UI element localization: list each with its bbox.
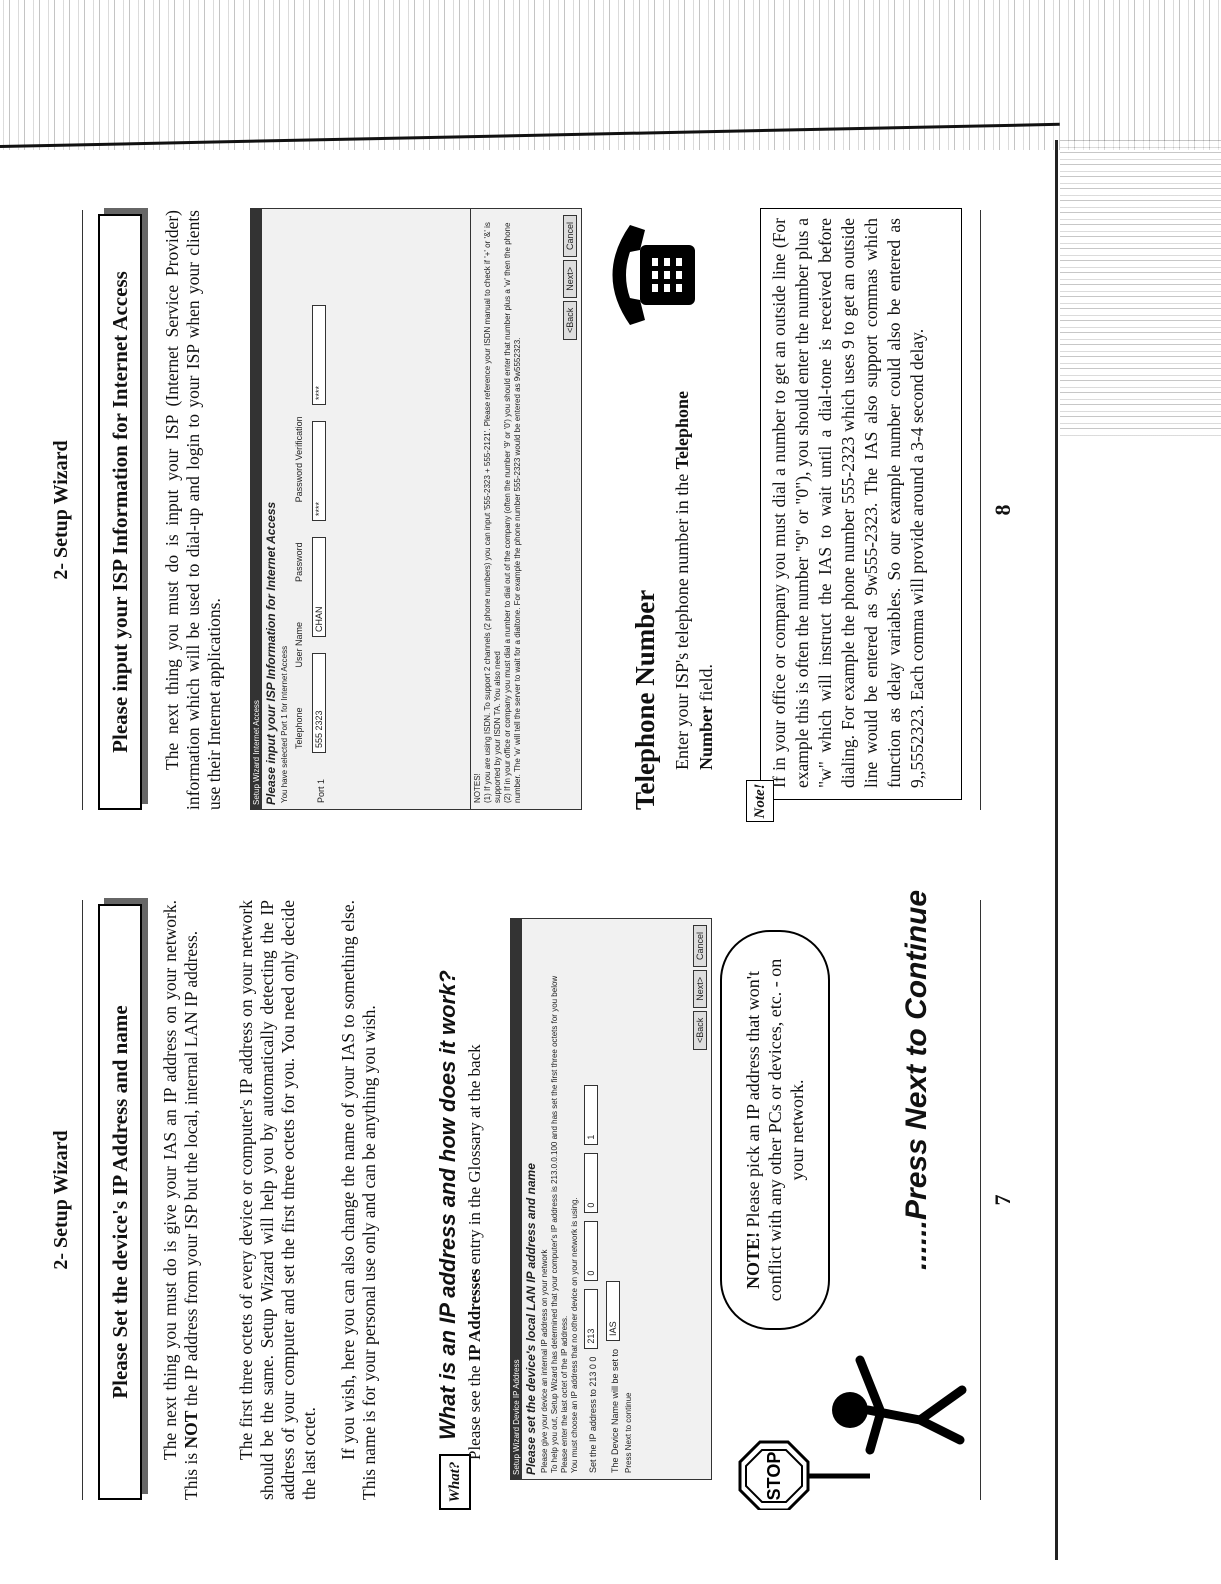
note-tag: Note! <box>746 780 774 822</box>
page-edge-right <box>1055 140 1058 1560</box>
column-headers <box>290 209 308 809</box>
telephone-field: 555 2323 <box>312 653 326 753</box>
stop-sign-icon <box>730 1330 970 1510</box>
telephone-heading: Telephone Number <box>630 589 660 810</box>
what-callout <box>435 890 495 1510</box>
running-head: 2- Setup Wizard <box>50 1130 72 1270</box>
footer-rule <box>980 900 981 1500</box>
wizard-screenshot-isp <box>250 208 582 810</box>
note-bubble: NOTE! Please pick an IP address that won't conflict with any other PCs or devices, etc. - on your network. <box>720 930 830 1330</box>
ip-octet-field: 213 <box>584 1289 598 1349</box>
screenshot-note: (1) If you are using ISDN. To support 2 channels (2 phone numbers) you can input '555-2323 + 555-2121'. Please reference your ISDN manual to check if '+' or '&' is supported by your ISDN TA. You also need <box>483 222 502 803</box>
notes-label: NOTES! <box>470 209 483 809</box>
page-number: 7 <box>990 1194 1015 1206</box>
what-title: What is an IP address and how does it work? <box>435 970 460 1440</box>
screenshot-line: Please give your device an internal IP address on your network <box>540 1249 549 1473</box>
paragraph-2: The first three octets of every device or computer's IP address on your network should be the same. Setup Wizard will help you by automatically detecting the IP address of your computer and set the first three octets for you. You need only decide the last octet. <box>236 900 319 1500</box>
port-label: Port 1 <box>316 778 326 803</box>
ip-octet-field: 1 <box>584 1085 598 1145</box>
running-head: 2- Setup Wizard <box>50 440 72 580</box>
device-name-field: IAS <box>606 1281 620 1341</box>
screenshot-heading: Please input your ISP Information for Internet Access <box>264 501 278 805</box>
name-label: The Device Name will be set to <box>610 1348 620 1473</box>
page-8 <box>40 190 1030 830</box>
screenshot-buttons <box>693 925 707 1050</box>
note-text: If in your office or company you must dial a number to get an outside line (For example this is often the number "9" or "0"), you should enter the number plus a "w" which will instruct the IAS to wait until a dial-tone is received before dialing. For example the phone number 555-2323 which uses 9 to get an outside line would be entered as 9w555-2323. The IAS also support commas which function as delay variables. So our example number could also be entered as 9,,5552323. Each comma will provide around a 3-4 second delay. <box>769 218 927 788</box>
question-icon: What? <box>439 1454 471 1510</box>
col-user: User Name <box>294 621 304 668</box>
verify-field: **** <box>312 305 326 405</box>
what-text: Please see the IP Addresses entry in the Glossary at the back <box>465 1044 484 1460</box>
wizard-screenshot-ip <box>510 918 712 1480</box>
screenshot-line: To help you out, Setup Wizard has determined that your computer's IP address is 213.0.0.100 and has set the first three octets for you below <box>550 975 559 1473</box>
col-telephone: Telephone <box>294 707 304 749</box>
cancel-button: Cancel <box>563 215 577 257</box>
next-button: Next> <box>693 970 707 1008</box>
screenshot-line: Press Next to continue <box>624 1392 633 1473</box>
book-spread <box>40 180 1030 1520</box>
page-7 <box>40 880 1030 1520</box>
screenshot-buttons <box>563 215 577 340</box>
section-title: Please Set the device's IP Address and name <box>98 904 142 1500</box>
screenshot-line: You must choose an IP address that no other device on your network is using. <box>570 1197 579 1473</box>
stop-label: STOP <box>764 1451 784 1501</box>
name-fields <box>602 919 624 1479</box>
ip-octet-field: 0 <box>584 1221 598 1281</box>
scan-noise <box>0 0 1221 150</box>
paragraph-3: If you wish, here you can also change the name of your IAS to something else. This name is for your personal use only and can be anything you wish. <box>338 900 379 1500</box>
page-number: 8 <box>990 504 1015 516</box>
screenshot-selected: You have selected Port 1 for Internet Access <box>280 645 289 803</box>
next-button: Next> <box>563 260 577 298</box>
col-verify: Password Verification <box>294 416 304 503</box>
user-field: CHAN <box>312 537 326 637</box>
scan-noise-right <box>1060 140 1221 440</box>
paragraph-1: The next thing you must do is input your ISP (Internet Service Provider) information which will be used to dial-up and login to your ISP when your clients use their Internet applications. <box>162 210 224 810</box>
back-button: <Back <box>693 1011 707 1050</box>
cancel-button: Cancel <box>693 925 707 967</box>
back-button: <Back <box>563 301 577 340</box>
ip-fields <box>580 919 602 1479</box>
press-next-text: ......Press Next to Continue <box>900 889 933 1270</box>
screenshot-line: Please enter the last octet of the IP address. <box>560 1315 569 1473</box>
header-rule <box>82 900 83 1500</box>
header-rule <box>82 210 83 810</box>
telephone-icon <box>600 220 700 330</box>
ip-octet-field: 0 <box>584 1153 598 1213</box>
ip-label: Set the IP address to 213 0 0 <box>588 1356 598 1473</box>
section-title: Please input your ISP Information for Internet Access <box>98 214 142 810</box>
footer-rule <box>980 210 981 810</box>
password-field: **** <box>312 421 326 521</box>
stop-figure <box>730 1330 975 1510</box>
screenshot-titlebar: Setup Wizard Internet Access <box>251 209 262 809</box>
port-row <box>308 209 330 809</box>
screenshot-note: (2) If in your office or company you must dial a number to dial out of the company (often the number '9' or '0') you should enter that number plus a 'w' then the phone number. The 'w' will tell the server to wait for a dialtone. For example the phone number 555-2323 would be entered as 9w5552323. <box>503 222 522 803</box>
screenshot-heading: Please set the device's local LAN IP address and name <box>524 1163 538 1475</box>
paragraph-1: The next thing you must do is give your IAS an IP address on your network. This is NOT the IP address from your ISP but the local, internal LAN IP address. <box>160 900 201 1500</box>
telephone-text: Enter your ISP's telephone number in the Telephone Number field. <box>672 390 716 770</box>
col-password: Password <box>294 542 304 582</box>
screenshot-titlebar: Setup Wizard Device IP Address <box>511 919 522 1479</box>
